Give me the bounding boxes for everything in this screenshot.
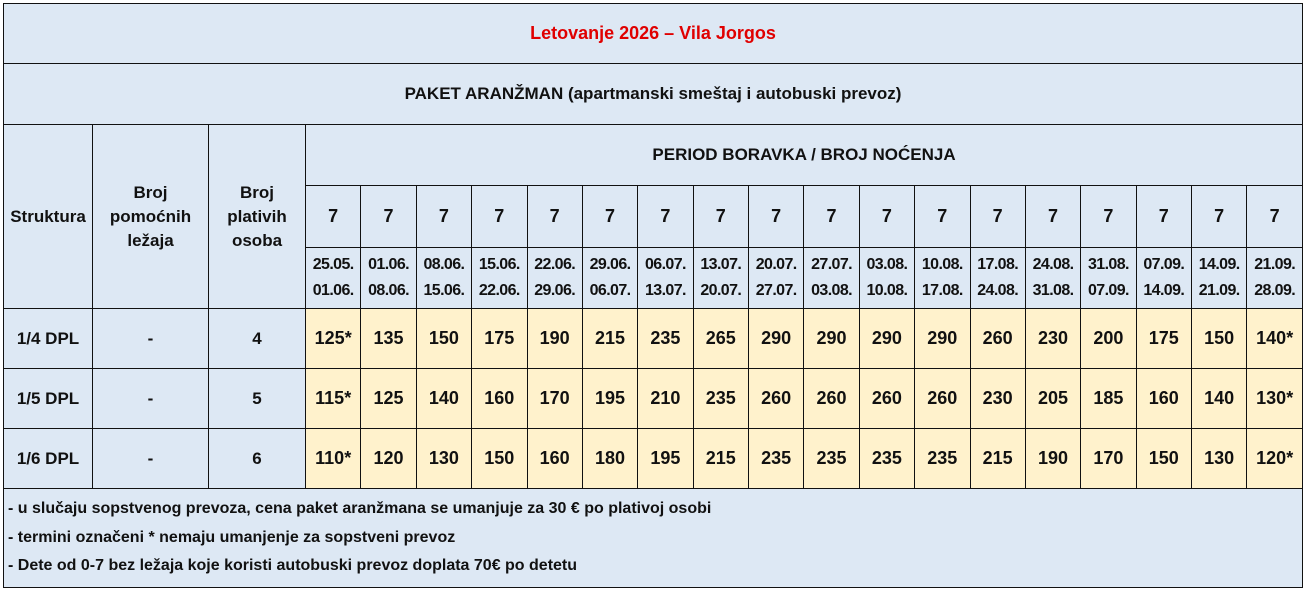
plativih-cell: 4 — [209, 309, 306, 369]
period-start: 07.09. — [1143, 256, 1185, 273]
nights-cell: 7 — [749, 186, 804, 248]
pomocni-cell: - — [93, 369, 209, 429]
period-start: 15.06. — [478, 256, 520, 273]
price-cell: 215 — [582, 309, 637, 369]
price-cell: 260 — [970, 309, 1025, 369]
price-cell: 150 — [472, 429, 527, 489]
price-cell: 110* — [306, 429, 361, 489]
price-cell: 140* — [1247, 309, 1303, 369]
period-cell — [693, 248, 748, 309]
price-cell: 260 — [804, 369, 859, 429]
period-start: 17.08. — [977, 256, 1019, 273]
period-cell — [970, 248, 1025, 309]
period-start: 22.06. — [534, 256, 576, 273]
period-cell — [859, 248, 914, 309]
price-cell: 235 — [749, 429, 804, 489]
period-cell — [472, 248, 527, 309]
price-cell: 140 — [416, 369, 471, 429]
header-pomocni-lezaji: Broj pomoćnih ležaja — [93, 125, 209, 309]
price-cell: 160 — [472, 369, 527, 429]
nights-cell: 7 — [527, 186, 582, 248]
price-cell: 260 — [915, 369, 970, 429]
price-cell: 195 — [638, 429, 693, 489]
nights-cell: 7 — [306, 186, 361, 248]
price-cell: 180 — [582, 429, 637, 489]
period-start: 10.08. — [921, 256, 963, 273]
price-cell: 130 — [416, 429, 471, 489]
price-cell: 230 — [970, 369, 1025, 429]
nights-cell: 7 — [804, 186, 859, 248]
period-start: 31.08. — [1087, 256, 1129, 273]
price-cell: 235 — [859, 429, 914, 489]
nights-cell: 7 — [859, 186, 914, 248]
table-row — [4, 309, 1303, 369]
period-cell — [1025, 248, 1080, 309]
price-cell: 215 — [693, 429, 748, 489]
period-end: 08.06. — [368, 282, 409, 299]
price-cell: 170 — [1081, 429, 1136, 489]
nights-cell: 7 — [1247, 186, 1303, 248]
period-end: 27.07. — [755, 282, 797, 299]
price-cell: 120* — [1247, 429, 1303, 489]
price-cell: 200 — [1081, 309, 1136, 369]
header-plativih-osoba: Broj plativih osoba — [209, 125, 306, 309]
period-cell — [1247, 248, 1303, 309]
note: - u slučaju sopstvenog prevoza, cena paket aranžmana se umanjuje za 30 € po plativoj osobi — [8, 500, 712, 517]
period-cell — [1192, 248, 1247, 309]
period-cell — [804, 248, 859, 309]
price-cell: 160 — [1136, 369, 1191, 429]
period-end: 31.08. — [1032, 282, 1074, 299]
period-end: 06.07. — [589, 282, 631, 299]
price-cell: 265 — [693, 309, 748, 369]
nights-cell: 7 — [970, 186, 1025, 248]
price-cell: 205 — [1025, 369, 1080, 429]
price-cell: 195 — [582, 369, 637, 429]
period-start: 08.06. — [423, 256, 465, 273]
nights-cell: 7 — [638, 186, 693, 248]
price-cell: 120 — [361, 429, 416, 489]
struktura-cell: 1/4 DPL — [4, 309, 93, 369]
price-cell: 135 — [361, 309, 416, 369]
period-header-row — [4, 125, 1303, 186]
nights-cell: 7 — [1025, 186, 1080, 248]
struktura-cell: 1/6 DPL — [4, 429, 93, 489]
price-cell: 235 — [804, 429, 859, 489]
period-end: 15.06. — [423, 282, 465, 299]
period-cell — [527, 248, 582, 309]
price-cell: 140 — [1192, 369, 1247, 429]
period-start: 20.07. — [755, 256, 797, 273]
price-cell: 230 — [1025, 309, 1080, 369]
nights-cell: 7 — [361, 186, 416, 248]
price-cell: 235 — [693, 369, 748, 429]
period-start: 14.09. — [1198, 256, 1240, 273]
period-end: 24.08. — [977, 282, 1019, 299]
price-cell: 290 — [915, 309, 970, 369]
period-start: 13.07. — [700, 256, 742, 273]
period-start: 29.06. — [589, 256, 631, 273]
price-cell: 160 — [527, 429, 582, 489]
notes — [4, 489, 1303, 588]
period-end: 14.09. — [1143, 282, 1185, 299]
price-cell: 170 — [527, 369, 582, 429]
period-cell — [638, 248, 693, 309]
subtitle-row — [4, 64, 1303, 125]
period-cell — [915, 248, 970, 309]
price-cell: 290 — [749, 309, 804, 369]
period-end: 22.06. — [478, 282, 520, 299]
price-cell: 150 — [416, 309, 471, 369]
period-end: 20.07. — [700, 282, 742, 299]
price-cell: 190 — [527, 309, 582, 369]
period-end: 21.09. — [1198, 282, 1240, 299]
note: - termini označeni * nemaju umanjenje za sopstveni prevoz — [8, 528, 456, 546]
period-end: 28.09. — [1254, 282, 1296, 299]
price-cell: 260 — [859, 369, 914, 429]
price-cell: 210 — [638, 369, 693, 429]
period-cell — [416, 248, 471, 309]
price-cell: 290 — [859, 309, 914, 369]
table-title: Letovanje 2026 – Vila Jorgos — [4, 4, 1303, 64]
table-row — [4, 429, 1303, 489]
nights-cell: 7 — [1136, 186, 1191, 248]
price-cell: 175 — [472, 309, 527, 369]
price-cell: 175 — [1136, 309, 1191, 369]
period-start: 27.07. — [811, 256, 852, 273]
table-row — [4, 369, 1303, 429]
price-cell: 130 — [1192, 429, 1247, 489]
pomocni-cell: - — [93, 429, 209, 489]
period-end: 01.06. — [312, 282, 354, 299]
period-end: 07.09. — [1087, 282, 1129, 299]
header-struktura: Struktura — [4, 125, 93, 309]
period-start: 03.08. — [866, 256, 908, 273]
nights-cell: 7 — [693, 186, 748, 248]
nights-cell: 7 — [1081, 186, 1136, 248]
price-cell: 290 — [804, 309, 859, 369]
period-cell — [1081, 248, 1136, 309]
price-table — [3, 3, 1303, 588]
price-cell: 235 — [638, 309, 693, 369]
period-start: 06.07. — [644, 256, 686, 273]
period-end: 17.08. — [921, 282, 963, 299]
period-cell — [306, 248, 361, 309]
pomocni-cell: - — [93, 309, 209, 369]
period-end: 10.08. — [866, 282, 908, 299]
nights-cell: 7 — [416, 186, 471, 248]
nights-cell: 7 — [1192, 186, 1247, 248]
price-cell: 125 — [361, 369, 416, 429]
plativih-cell: 5 — [209, 369, 306, 429]
period-start: 01.06. — [368, 256, 409, 273]
note: - Dete od 0-7 bez ležaja koje koristi autobuski prevoz doplata 70€ po detetu — [8, 557, 578, 574]
price-cell: 130* — [1247, 369, 1303, 429]
header-period: PERIOD BORAVKA / BROJ NOĆENJA — [306, 125, 1303, 186]
period-start: 24.08. — [1032, 256, 1074, 273]
plativih-cell: 6 — [209, 429, 306, 489]
price-cell: 190 — [1025, 429, 1080, 489]
period-cell — [749, 248, 804, 309]
price-cell: 125* — [306, 309, 361, 369]
struktura-cell: 1/5 DPL — [4, 369, 93, 429]
package-subtitle: PAKET ARANŽMAN (apartmanski smeštaj i autobuski prevoz) — [4, 64, 1303, 125]
price-cell: 150 — [1192, 309, 1247, 369]
price-cell: 115* — [306, 369, 361, 429]
period-cell — [582, 248, 637, 309]
title-row — [4, 4, 1303, 64]
price-cell: 150 — [1136, 429, 1191, 489]
price-cell: 260 — [749, 369, 804, 429]
nights-cell: 7 — [472, 186, 527, 248]
notes-row — [4, 489, 1303, 588]
nights-cell: 7 — [582, 186, 637, 248]
period-start: 25.05. — [312, 256, 354, 273]
period-cell — [1136, 248, 1191, 309]
period-end: 13.07. — [644, 282, 686, 299]
period-cell — [361, 248, 416, 309]
nights-cell: 7 — [915, 186, 970, 248]
price-cell: 235 — [915, 429, 970, 489]
period-start: 21.09. — [1254, 256, 1296, 273]
period-end: 29.06. — [534, 282, 576, 299]
period-end: 03.08. — [811, 282, 852, 299]
price-cell: 215 — [970, 429, 1025, 489]
price-cell: 185 — [1081, 369, 1136, 429]
